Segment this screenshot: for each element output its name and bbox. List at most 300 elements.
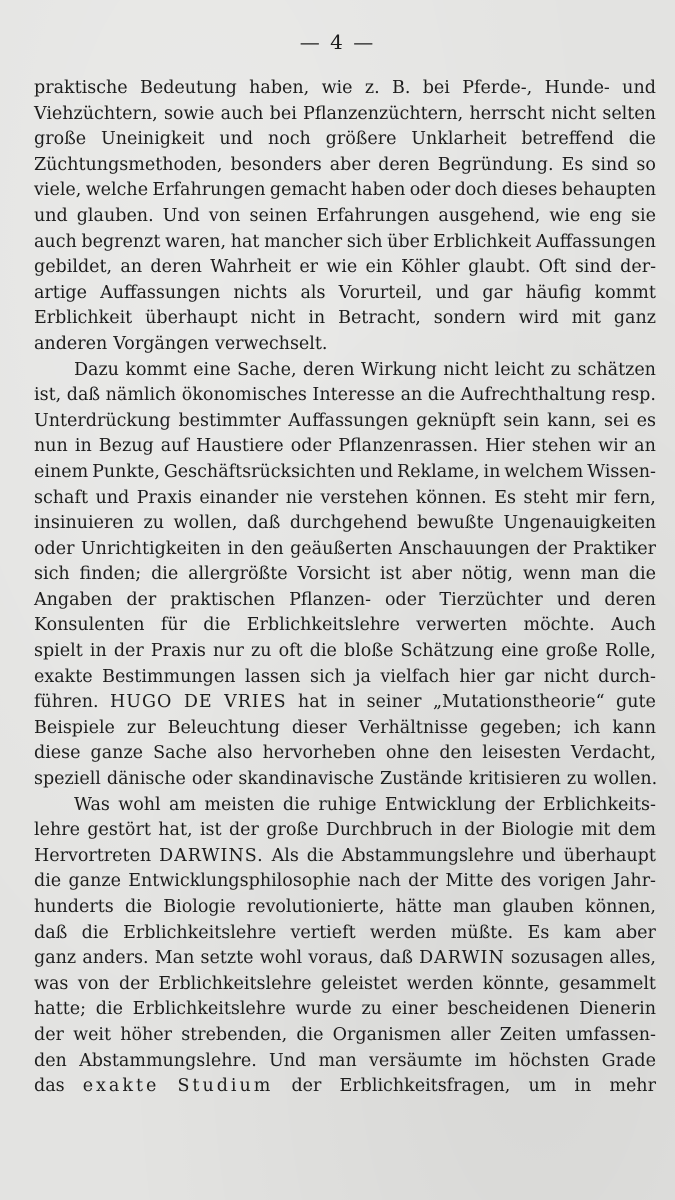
word: und [219, 129, 254, 150]
word: ganze [68, 871, 121, 892]
word: der [408, 871, 439, 892]
word: der- [620, 257, 656, 278]
word: umfassen- [565, 1024, 656, 1045]
word: die [306, 845, 334, 866]
word: herrscht [469, 103, 545, 124]
word: doch [454, 180, 498, 201]
word: selten [602, 103, 656, 124]
word: mit [571, 308, 601, 329]
word: ganz [613, 308, 656, 329]
word: gar [482, 282, 513, 303]
text-line [34, 153, 656, 179]
text-line [34, 460, 656, 486]
word: ruhige [318, 794, 377, 815]
word: deren [302, 359, 355, 380]
text-line [34, 741, 656, 767]
word: DARWINS. [159, 845, 264, 866]
word: und [359, 461, 394, 482]
word: sozusagen [511, 948, 604, 969]
word: geleistet [320, 973, 398, 994]
word: Praxis [136, 487, 192, 508]
word: in [227, 538, 245, 559]
word: Grade [601, 1050, 656, 1071]
word: meisten [204, 794, 275, 815]
word: glauben [502, 897, 574, 917]
word: Geschäftsrücksichten [163, 461, 356, 482]
word: Wirkung [360, 359, 437, 380]
word: für [160, 615, 187, 636]
word: verwechselt. [214, 333, 328, 354]
word: „Mutationstheorie“ [432, 692, 605, 713]
word: Verdacht, [570, 743, 656, 764]
word: an [400, 385, 423, 406]
word: sei [604, 410, 629, 431]
word: einem [34, 461, 89, 482]
word: die [124, 897, 153, 917]
word: dieses [501, 180, 558, 201]
word: schätzen [577, 359, 656, 380]
word: häufig [525, 282, 582, 303]
word: Unklarheit [411, 129, 507, 150]
word: Konsulenten [34, 615, 145, 636]
text-line [34, 230, 656, 256]
text-line [34, 972, 656, 998]
word: wohl [118, 794, 161, 815]
text-line [34, 537, 656, 563]
text-line [34, 383, 656, 409]
word: Durchbruch [325, 820, 433, 841]
text-line [34, 281, 656, 307]
text-line [34, 358, 656, 384]
word: ökonomisches [181, 385, 307, 406]
word: wollen. [593, 769, 658, 790]
word: bloße [344, 641, 394, 662]
word: deren [150, 257, 202, 278]
word: von [208, 205, 241, 226]
word: im [474, 1050, 497, 1071]
word: die [151, 564, 179, 585]
word: Pflanzenrassen. [338, 436, 479, 457]
word: aller [450, 1024, 491, 1045]
word: alles, [609, 948, 656, 969]
word: Studium [177, 1076, 274, 1097]
word: eine [193, 359, 231, 380]
word: Erblichkeits- [542, 794, 656, 815]
word: VRIES [224, 692, 287, 713]
word: überhaupt [145, 308, 238, 329]
text-line [34, 306, 656, 332]
word: ja [355, 666, 371, 687]
text-line [34, 665, 656, 691]
text-line [34, 588, 656, 614]
word: daß [66, 385, 101, 406]
word: spielt [34, 641, 83, 662]
word: um [528, 1076, 557, 1097]
word: geäußerten [290, 538, 393, 559]
word: Vorsicht [297, 564, 371, 585]
word: wurde [295, 999, 352, 1020]
word: gegeben; [479, 717, 562, 738]
word: sich [34, 564, 70, 585]
word: Züchtungsmethoden, [34, 154, 223, 175]
word: größere [325, 129, 397, 150]
word: möchte. [523, 615, 595, 636]
word: vielfach [380, 666, 450, 687]
text-line [34, 102, 656, 128]
word: Und [162, 205, 200, 226]
word: den [439, 743, 473, 764]
word: man [453, 897, 492, 917]
word: der [536, 538, 567, 559]
word: gar [504, 666, 535, 687]
text-line [34, 716, 656, 742]
word: bewußte [416, 513, 494, 534]
text-line [34, 921, 656, 947]
word: Dazu [74, 359, 119, 380]
word: Erfahrungen [152, 180, 266, 201]
word: gebildet, [34, 257, 113, 278]
word: gesammelt [558, 973, 656, 994]
word: den [250, 538, 284, 559]
word: können, [585, 897, 656, 917]
text-line [34, 818, 656, 844]
word: anderen [34, 333, 108, 354]
word: daß [379, 948, 413, 969]
word: zu [143, 513, 164, 534]
word: Organismen [332, 1024, 442, 1045]
word: exakte [34, 666, 93, 687]
word: die [427, 385, 456, 406]
word: waren, [165, 231, 227, 252]
word: z. [364, 78, 380, 98]
word: Auffassungen [535, 231, 656, 252]
word: in [74, 436, 92, 457]
word: Was [74, 794, 110, 815]
word: deren [378, 154, 430, 175]
word: daß [34, 922, 68, 943]
word: ohne [385, 743, 430, 764]
word: ganz [34, 948, 77, 969]
word: Entwicklung [384, 794, 497, 815]
text-line [34, 844, 656, 870]
text-line [34, 409, 656, 435]
word: der [34, 1024, 64, 1045]
word: nach [358, 871, 401, 892]
word: nötig, [461, 564, 513, 585]
word: gute [616, 692, 656, 713]
word: Praktiker [572, 538, 656, 559]
word: stehen [531, 436, 592, 457]
word: in [574, 1076, 592, 1097]
word: betreffend [521, 129, 614, 150]
word: werden [406, 973, 474, 994]
text-line [34, 127, 656, 153]
word: das [34, 1076, 65, 1097]
text-line [34, 204, 656, 230]
word: sie [631, 205, 656, 226]
text-line [34, 690, 656, 716]
word: höchsten [508, 1050, 590, 1071]
word: kann [612, 717, 656, 738]
word: wollen, [173, 513, 238, 534]
word: bei [269, 103, 297, 124]
word: auch [220, 103, 264, 124]
word: bescheidenen [447, 999, 570, 1020]
word: der [113, 641, 144, 662]
word: allergrößte [188, 564, 288, 585]
word: Zeiten [499, 1024, 557, 1045]
word: Bedeutung [139, 78, 237, 98]
word: Dienerin [579, 999, 656, 1020]
word: Haustiere [195, 436, 284, 457]
word: wie [321, 78, 353, 98]
word: kommt [125, 359, 187, 380]
word: an [120, 257, 143, 278]
word: die [628, 564, 656, 585]
word: hat, [158, 820, 193, 841]
word: welchem [504, 461, 584, 482]
word: Mitte [445, 871, 494, 892]
word: oder [191, 769, 233, 790]
word: Auch [610, 615, 656, 636]
word: der [504, 794, 535, 815]
word: und [95, 487, 130, 508]
word: speziell [34, 769, 101, 790]
word: in [483, 461, 501, 482]
word: Ungenauigkeiten [503, 513, 656, 534]
word: Abstammungslehre. [79, 1050, 257, 1071]
word: ich [573, 717, 601, 738]
word: ein [365, 257, 393, 278]
word: nie [285, 487, 313, 508]
word: zu [361, 999, 382, 1020]
word: nämlich [105, 385, 177, 406]
word: Entwicklungsphilosophie [128, 871, 351, 892]
word: Hervortreten [34, 845, 152, 866]
text-line [34, 793, 656, 819]
word: Man [154, 948, 195, 969]
word: fern, [613, 487, 656, 508]
word: oder [409, 180, 451, 201]
word: die [296, 1024, 324, 1045]
word: über [387, 231, 429, 252]
word: man [580, 564, 619, 585]
word: in [439, 820, 457, 841]
word: den [34, 1050, 67, 1071]
word: nicht [543, 666, 589, 687]
word: Vorurteil, [338, 282, 423, 303]
word: aber [615, 922, 656, 943]
word: gestört [87, 820, 151, 841]
word: wir [598, 436, 628, 457]
word: viele, [34, 180, 82, 201]
word: an [634, 436, 656, 457]
word: artige [34, 282, 87, 303]
word: haben, [249, 78, 310, 98]
word: mir [575, 487, 607, 508]
word: ist, [34, 385, 62, 406]
word: Beleuchtung [167, 717, 280, 738]
word: Erblichkeitslehre [132, 999, 286, 1020]
word: große [34, 129, 87, 150]
word: Auffassungen [288, 410, 409, 431]
text-line [34, 486, 656, 512]
word: sein [503, 410, 540, 431]
word: DARWIN [419, 948, 505, 969]
text-line [34, 1023, 656, 1049]
word: die [81, 922, 109, 943]
word: Pflanzenzüchtern, [303, 103, 464, 124]
word: Rolle, [605, 641, 656, 662]
word: oder [384, 589, 426, 610]
word: müßte. [450, 922, 514, 943]
word: Wahrheit [210, 257, 292, 278]
text-line [34, 767, 656, 793]
word: als [300, 282, 326, 303]
word: insinuieren [34, 513, 134, 534]
word: und [435, 282, 470, 303]
word: Erblichkeitslehre [123, 922, 277, 943]
word: wenn [522, 564, 571, 585]
word: nur [213, 641, 244, 662]
word: sowie [163, 103, 215, 124]
word: Betracht, [338, 308, 421, 329]
word: revolutionierte, [246, 897, 385, 917]
word: bestimmter [178, 410, 281, 431]
word: Sache [153, 743, 207, 764]
word: durchgehend [289, 513, 408, 534]
word: hätte [395, 897, 442, 917]
word: Begründung. [437, 154, 554, 175]
word: hat [298, 692, 327, 713]
word: daß [246, 513, 281, 534]
word: sind [591, 154, 629, 175]
word: die [34, 871, 62, 892]
word: Sache, [237, 359, 297, 380]
text-line [34, 613, 656, 639]
word: wird [518, 308, 559, 329]
word: weit [73, 1024, 112, 1045]
word: seiner [366, 692, 422, 713]
word: Es [527, 922, 550, 943]
word: Und [269, 1050, 307, 1071]
text-line [34, 511, 656, 537]
word: Beispiele [34, 717, 115, 738]
word: die [282, 794, 311, 815]
word: seinen [249, 205, 308, 226]
text-line [34, 1074, 656, 1100]
word: die [309, 641, 337, 662]
text-line [34, 562, 656, 588]
word: verwerten [416, 615, 508, 636]
word: Es [561, 154, 584, 175]
word: Biologie [163, 897, 236, 917]
word: vorigen [538, 871, 606, 892]
word: mehr [609, 1076, 656, 1097]
word: Erblichkeit [432, 231, 532, 252]
word: anders. [82, 948, 149, 969]
word: vertieft [290, 922, 356, 943]
word: Vorgängen [113, 333, 209, 354]
word: behaupten [561, 180, 656, 201]
word: große [545, 641, 598, 662]
word: nun [34, 436, 68, 457]
word: resp. [611, 385, 656, 406]
word: Erblichkeit [34, 308, 133, 329]
word: kann, [547, 410, 597, 431]
word: lehre [34, 820, 80, 841]
word: kam [563, 922, 602, 943]
word: was [34, 973, 69, 994]
word: Hunde- [544, 78, 610, 98]
word: Praxis [150, 641, 206, 662]
text-line [34, 869, 656, 895]
word: aber [411, 564, 452, 585]
word: es [636, 410, 656, 431]
word: zu [566, 769, 588, 790]
word: Pflanzen- [289, 589, 372, 610]
word: ganze [90, 743, 144, 764]
word: große [266, 820, 319, 841]
body-text [34, 76, 656, 1100]
word: praktische [34, 78, 128, 98]
word: voraus, [308, 948, 374, 969]
word: nicht [551, 103, 597, 124]
word: sich [309, 666, 346, 687]
word: bei [422, 78, 450, 98]
word: hervorheben [262, 743, 376, 764]
word: strebenden, [181, 1024, 288, 1045]
word: in [338, 692, 356, 713]
word: Zustände [380, 769, 463, 790]
text-line [34, 332, 656, 358]
text-line [34, 255, 656, 281]
word: Uneinigkeit [100, 129, 205, 150]
word: DE [183, 692, 213, 713]
word: leisesten [482, 743, 561, 764]
word: Es [494, 487, 517, 508]
word: der [126, 589, 157, 610]
word: noch [267, 129, 311, 150]
word: Bestimmungen [102, 666, 236, 687]
word: welche [85, 180, 149, 201]
word: überhaupt [563, 845, 656, 866]
word: dem [617, 820, 656, 841]
word: Tierzüchter [439, 589, 543, 610]
word: setzte [200, 948, 254, 969]
word: in [89, 641, 107, 662]
text-line [34, 895, 656, 921]
word: mit [581, 820, 611, 841]
word: der [464, 820, 495, 841]
word: Oft [538, 257, 567, 278]
text-line [34, 946, 656, 972]
text-line [34, 76, 656, 102]
word: also [216, 743, 253, 764]
text-line [34, 434, 656, 460]
word: ist [380, 564, 402, 585]
word: Als [271, 845, 299, 866]
word: und [556, 589, 591, 610]
word: skandinavische [238, 769, 374, 790]
word: Punkte, [92, 461, 160, 482]
word: könnte, [482, 973, 550, 994]
word: können. [415, 487, 487, 508]
word: Anschauungen [398, 538, 530, 559]
word: der [291, 1076, 322, 1097]
word: man [318, 1050, 357, 1071]
word: und [521, 845, 556, 866]
